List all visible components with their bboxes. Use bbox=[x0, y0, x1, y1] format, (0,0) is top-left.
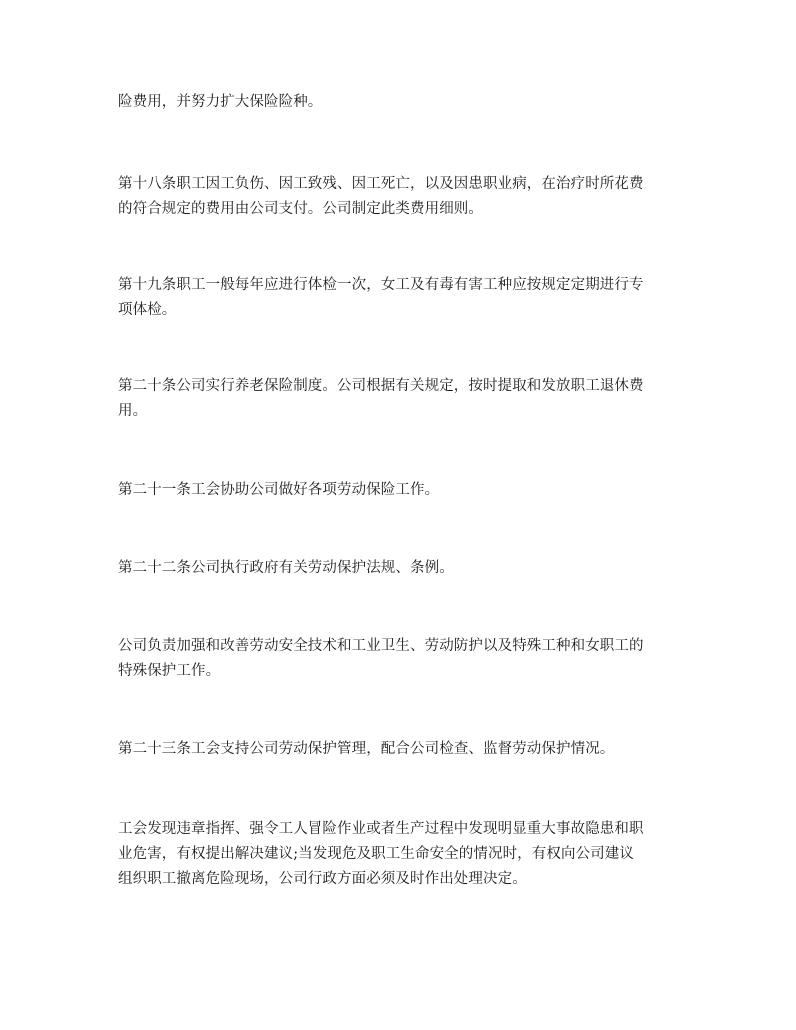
text-line: 第二十三条工会支持公司劳动保护管理，配合公司检查、监督劳动保护情况。 bbox=[118, 741, 615, 757]
text-line: 公司负责加强和改善劳动安全技术和工业卫生、劳动防护以及特殊工种和女职工的 bbox=[118, 638, 644, 654]
paragraph-labor-safety bbox=[118, 634, 683, 684]
text-line: 的符合规定的费用由公司支付。公司制定此类费用细则。 bbox=[118, 201, 483, 217]
paragraph-article-22 bbox=[118, 556, 683, 581]
text-line: 第二十一条工会协助公司做好各项劳动保险工作。 bbox=[118, 482, 440, 498]
paragraph-article-19 bbox=[118, 273, 683, 323]
text-line: 组织职工撤离危险现场，公司行政方面必须及时作出处理决定。 bbox=[118, 871, 527, 887]
text-line: 险费用，并努力扩大保险险种。 bbox=[118, 94, 323, 110]
paragraph-article-18 bbox=[118, 172, 683, 222]
text-line: 业危害，有权提出解决建议;当发现危及职工生命安全的情况时，有权向公司建议 bbox=[118, 846, 634, 862]
paragraph-article-20 bbox=[118, 374, 683, 424]
text-line: 项体检。 bbox=[118, 302, 177, 318]
text-line: 第十八条职工因工负伤、因工致残、因工死亡，以及因患职业病，在治疗时所花费 bbox=[118, 176, 644, 192]
paragraph-union-rights bbox=[118, 817, 683, 892]
text-line: 特殊保护工作。 bbox=[118, 663, 221, 679]
paragraph-insurance-types bbox=[118, 90, 683, 115]
text-line: 第十九条职工一般每年应进行体检一次，女工及有毒有害工种应按规定定期进行专 bbox=[118, 277, 644, 293]
paragraph-article-23 bbox=[118, 737, 683, 762]
paragraph-article-21 bbox=[118, 478, 683, 503]
text-line: 第二十条公司实行养老保险制度。公司根据有关规定，按时提取和发放职工退休费 bbox=[118, 378, 644, 394]
text-line: 用。 bbox=[118, 403, 148, 419]
text-line: 第二十二条公司执行政府有关劳动保护法规、条例。 bbox=[118, 560, 454, 576]
text-line: 工会发现违章指挥、强令工人冒险作业或者生产过程中发现明显重大事故隐患和职 bbox=[118, 821, 644, 837]
